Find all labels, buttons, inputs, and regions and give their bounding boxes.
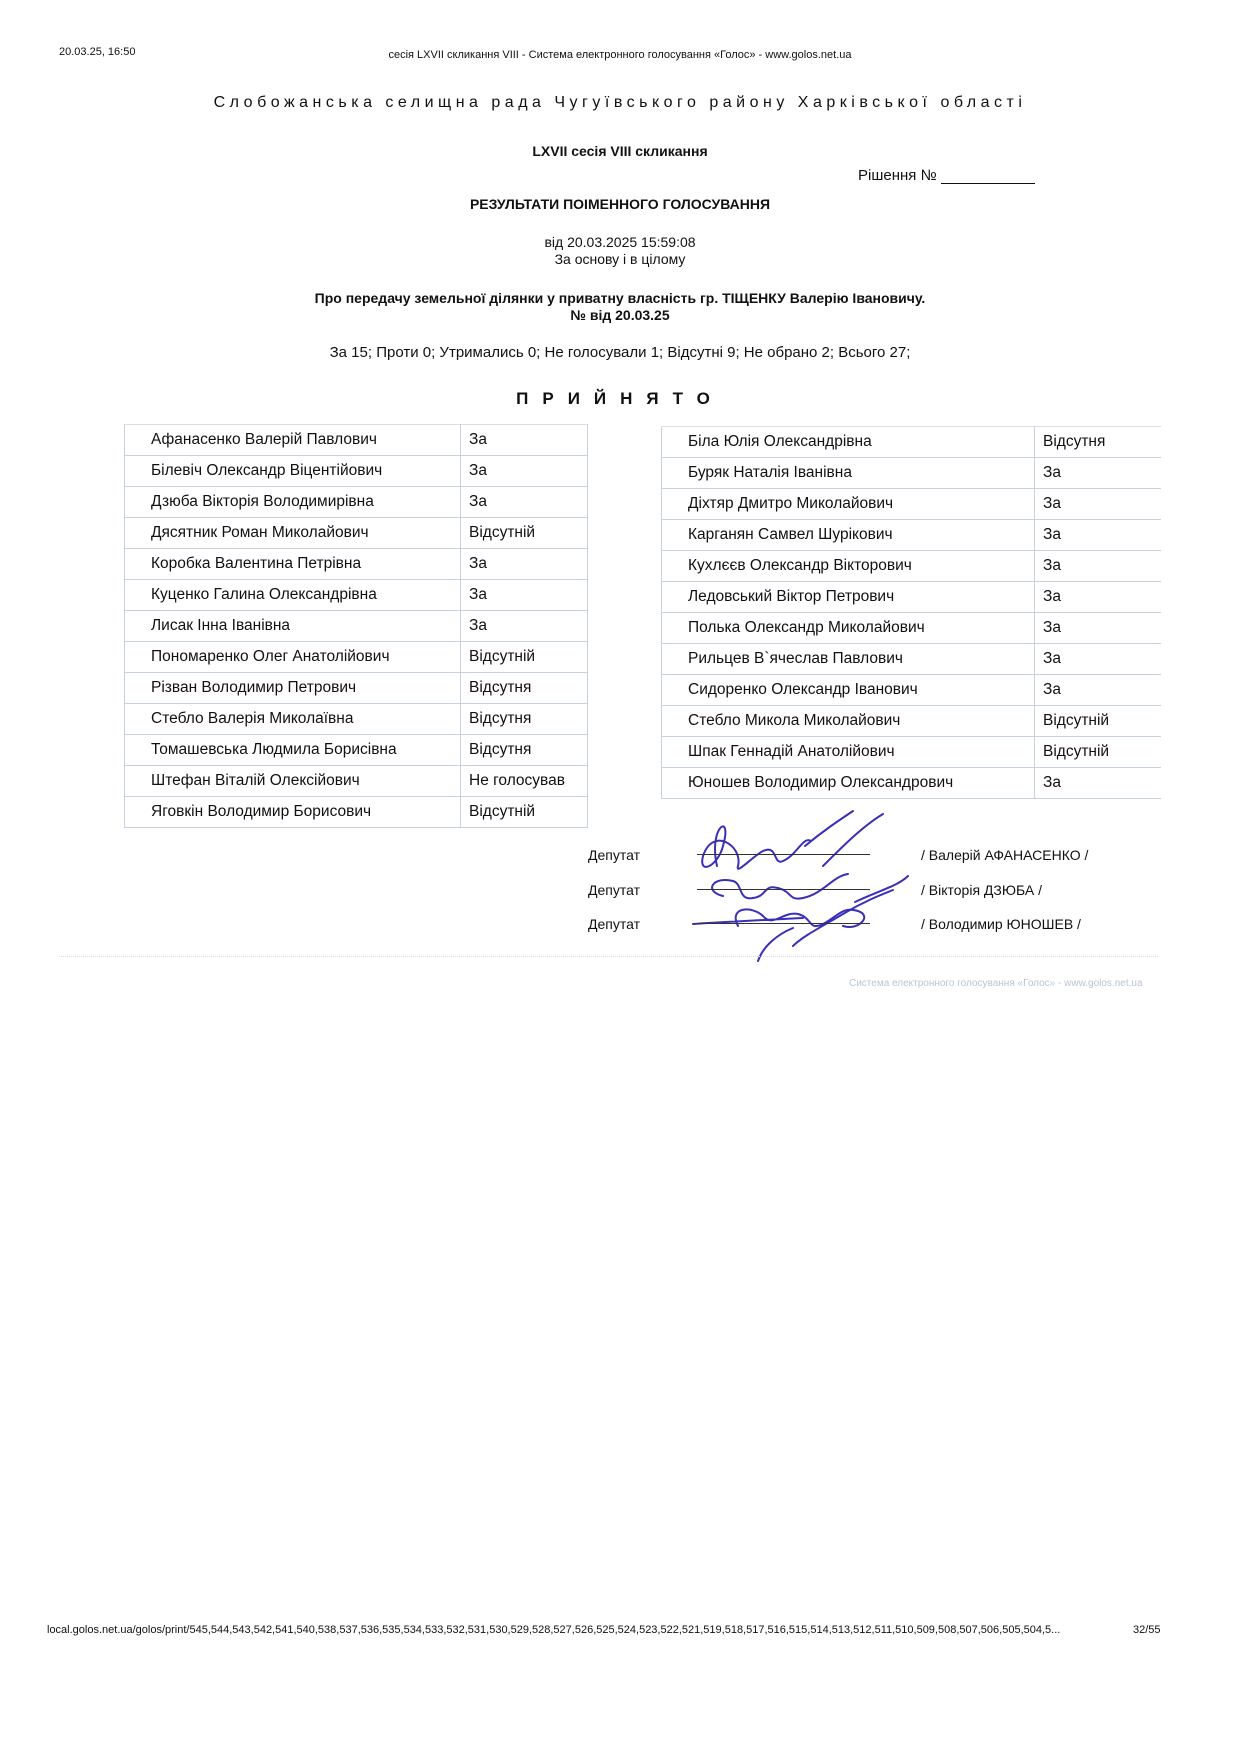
- page-url: local.golos.net.ua/golos/print/545,544,543,542,541,540,538,537,536,535,534,533,532,531,530,529,528,527,526,525,524,523,522,521,519,518,517,516,515,514,513,512,511,510,509,508,507,506,505,504,5...: [47, 1624, 1061, 1636]
- deputy-name: Шпак Геннадій Анатолійович: [662, 737, 1035, 768]
- session-title: LXVII сесія VIII скликання: [532, 143, 708, 159]
- decision-label: Рішення №: [858, 167, 937, 184]
- vote-row: [662, 706, 1162, 737]
- deputy-name: Різван Володимир Петрович: [125, 673, 461, 704]
- vote-subject: [0, 290, 1240, 324]
- vote-value: Відсутня: [461, 735, 588, 766]
- signature-line: [697, 854, 870, 855]
- deputy-name: Дяcятник Роман Миколайович: [125, 518, 461, 549]
- vote-row: [662, 520, 1162, 551]
- decision-number: [858, 167, 1035, 184]
- subject-number: № від 20.03.25: [570, 307, 670, 323]
- vote-datetime: від 20.03.2025 15:59:08: [544, 234, 696, 250]
- bottom-divider: [59, 956, 1158, 957]
- vote-value: За: [461, 425, 588, 456]
- vote-value: Відсутній: [461, 642, 588, 673]
- system-footer: Система електронного голосування «Голос» - www.golos.net.ua: [849, 978, 1143, 989]
- deputy-name: Яговкін Володимир Борисович: [125, 797, 461, 828]
- vote-row: [662, 737, 1162, 768]
- deputy-name: Пономаренко Олег Анатолійович: [125, 642, 461, 673]
- deputy-name: Полька Олександр Миколайович: [662, 613, 1035, 644]
- votes-table-left: [124, 424, 588, 828]
- vote-row: [125, 673, 588, 704]
- vote-row: [125, 456, 588, 487]
- deputy-name: Лисак Інна Іванівна: [125, 611, 461, 642]
- vote-value: За: [461, 456, 588, 487]
- signature-row: [0, 847, 1240, 867]
- vote-row: [125, 704, 588, 735]
- vote-value: Відсутня: [1035, 427, 1162, 458]
- vote-row: [662, 582, 1162, 613]
- vote-row: [662, 458, 1162, 489]
- vote-value: За: [1035, 489, 1162, 520]
- vote-row: [125, 549, 588, 580]
- vote-row: [662, 768, 1162, 799]
- vote-value: Відсутній: [461, 518, 588, 549]
- signature-row: [0, 916, 1240, 936]
- vote-row: [125, 518, 588, 549]
- deputy-name: Коробка Валентина Петрівна: [125, 549, 461, 580]
- vote-value: За: [1035, 520, 1162, 551]
- vote-value: За: [1035, 675, 1162, 706]
- vote-value: За: [461, 580, 588, 611]
- vote-value: За: [1035, 613, 1162, 644]
- vote-value: За: [461, 487, 588, 518]
- vote-mode: За основу і в цілому: [554, 251, 686, 267]
- vote-row: [662, 427, 1162, 458]
- deputy-name: Буряк Наталія Іванівна: [662, 458, 1035, 489]
- vote-value: За: [461, 611, 588, 642]
- vote-row: [125, 797, 588, 828]
- signature-line: [697, 923, 870, 924]
- vote-value: За: [461, 549, 588, 580]
- signatory-name: / Валерій АФАНАСЕНКО /: [921, 847, 1089, 863]
- deputy-name: Юношев Володимир Олександрович: [662, 768, 1035, 799]
- signatory-name: / Вікторія ДЗЮБА /: [921, 882, 1042, 898]
- signature-row: [0, 882, 1240, 902]
- vote-value: Відсутній: [461, 797, 588, 828]
- page-number: 32/55: [1133, 1624, 1161, 1636]
- vote-row: [125, 487, 588, 518]
- signature-label: Депутат: [588, 916, 640, 932]
- vote-row: [125, 642, 588, 673]
- vote-value: За: [1035, 458, 1162, 489]
- vote-value: За: [1035, 768, 1162, 799]
- vote-status: ПРИЙНЯТО: [516, 389, 724, 408]
- vote-value: Відсутній: [1035, 737, 1162, 768]
- vote-value: Відсутня: [461, 704, 588, 735]
- signature-label: Депутат: [588, 847, 640, 863]
- print-title: сесія LXVII скликання VIII - Система електронного голосування «Голос» - www.golos.net.ua: [388, 49, 852, 61]
- subject-line: Про передачу земельної ділянки у приватну власність гр. ТІЩЕНКУ Валерію Івановичу.: [314, 290, 926, 306]
- vote-row: [662, 551, 1162, 582]
- vote-row: [125, 766, 588, 797]
- vote-row: [125, 735, 588, 766]
- deputy-name: Томашевська Людмила Борисівна: [125, 735, 461, 766]
- vote-row: [662, 644, 1162, 675]
- vote-value: За: [1035, 582, 1162, 613]
- deputy-name: Біла Юлія Олександрівна: [662, 427, 1035, 458]
- council-name: Слобожанська селищна рада Чугуївського району Харківської області: [213, 94, 1027, 111]
- print-datetime: 20.03.25, 16:50: [59, 46, 136, 58]
- deputy-name: Штефан Віталій Олексійович: [125, 766, 461, 797]
- deputy-name: Кухлєєв Олександр Вікторович: [662, 551, 1035, 582]
- vote-totals: За 15; Проти 0; Утримались 0; Не голосували 1; Відсутні 9; Не обрано 2; Всього 27;: [329, 344, 911, 361]
- deputy-name: Куценко Галина Олександрівна: [125, 580, 461, 611]
- vote-row: [662, 613, 1162, 644]
- deputy-name: Сидоренко Олександр Іванович: [662, 675, 1035, 706]
- signature-line: [697, 889, 870, 890]
- vote-info: [0, 234, 1240, 268]
- vote-row: [125, 580, 588, 611]
- deputy-name: Ледовський Віктор Петрович: [662, 582, 1035, 613]
- vote-row: [125, 611, 588, 642]
- vote-value: За: [1035, 551, 1162, 582]
- deputy-name: Дзюба Вікторія Володимирівна: [125, 487, 461, 518]
- deputy-name: Карганян Самвел Шурікович: [662, 520, 1035, 551]
- vote-value: Відсутній: [1035, 706, 1162, 737]
- vote-row: [125, 425, 588, 456]
- results-title: РЕЗУЛЬТАТИ ПОІМЕННОГО ГОЛОСУВАННЯ: [469, 196, 771, 212]
- vote-row: [662, 675, 1162, 706]
- votes-table-right: [661, 426, 1161, 799]
- deputy-name: Діхтяр Дмитро Миколайович: [662, 489, 1035, 520]
- vote-value: Відсутня: [461, 673, 588, 704]
- vote-value: Не голосував: [461, 766, 588, 797]
- deputy-name: Стебло Валерія Миколаївна: [125, 704, 461, 735]
- deputy-name: Рильцев В`ячеслав Павлович: [662, 644, 1035, 675]
- vote-value: За: [1035, 644, 1162, 675]
- deputy-name: Білевіч Олександр Віцентійович: [125, 456, 461, 487]
- signature-label: Депутат: [588, 882, 640, 898]
- signatory-name: / Володимир ЮНОШЕВ /: [921, 916, 1081, 932]
- deputy-name: Афанасенко Валерій Павлович: [125, 425, 461, 456]
- deputy-name: Стебло Микола Миколайович: [662, 706, 1035, 737]
- decision-blank-line: [941, 169, 1035, 184]
- vote-row: [662, 489, 1162, 520]
